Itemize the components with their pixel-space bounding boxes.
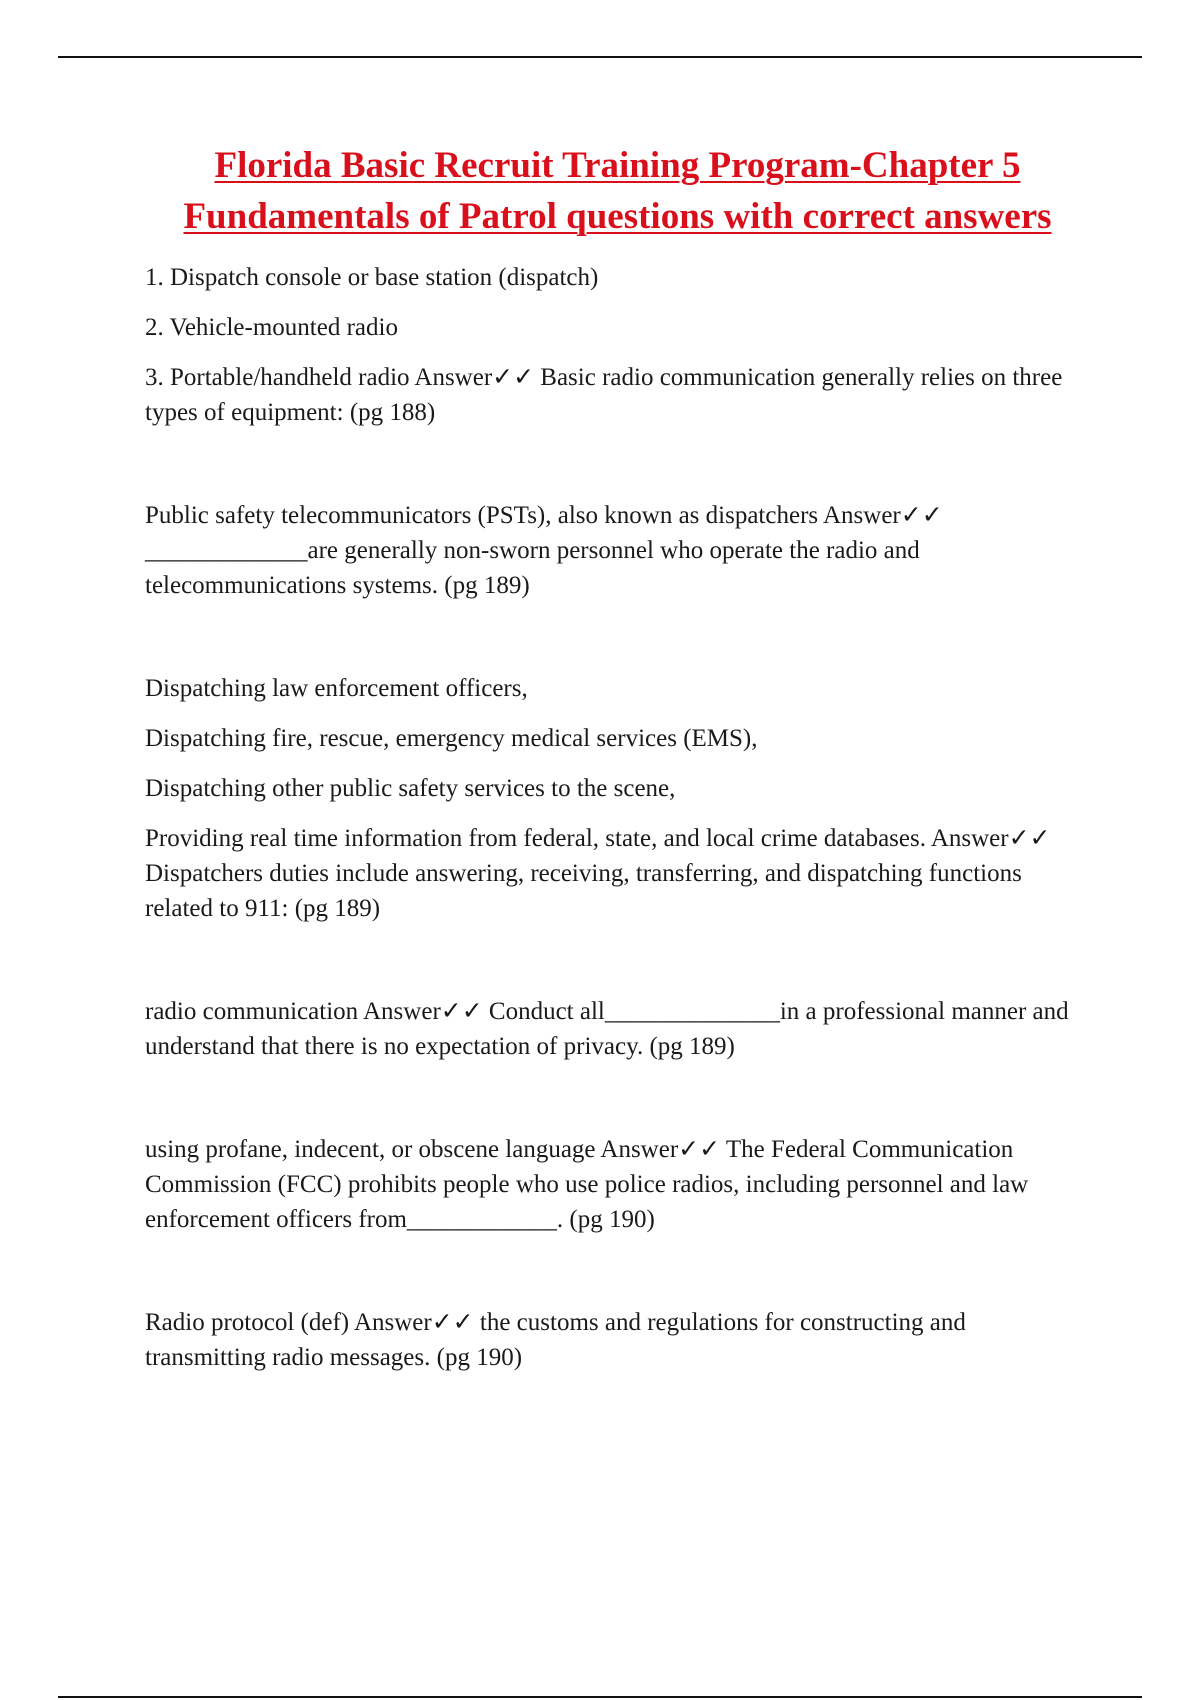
document-body (145, 140, 1090, 1375)
question-answer: 3. Portable/handheld radio Answer✓✓ Basic radio communication generally relies on three types of equipment: (pg 188) (145, 364, 1063, 426)
document-title: Florida Basic Recruit Training Program-Chapter 5 Fundamentals of Patrol questions with correct answers (183, 145, 1052, 237)
footer-rule (58, 1696, 1142, 1698)
question-answer: Providing real time information from federal, state, and local crime databases. Answer✓✓ Dispatchers duties include answering, receiving, transferring, and dispatching functions related to 911: (pg 189) (145, 825, 1051, 922)
list-item: Dispatching other public safety services to the scene, (145, 775, 676, 802)
list-item: Dispatching fire, rescue, emergency medical services (EMS), (145, 725, 758, 752)
question-answer: Public safety telecommunicators (PSTs), also known as dispatchers Answer✓✓ _____________are generally non-sworn personnel who operate the radio and telecommunications systems. (pg 189) (145, 502, 943, 599)
question-answer: radio communication Answer✓✓ Conduct all______________in a professional manner and understand that there is no expectation of privacy. (pg 189) (145, 998, 1069, 1060)
list-item: Dispatching law enforcement officers, (145, 675, 528, 702)
header-rule (58, 56, 1142, 58)
question-answer: using profane, indecent, or obscene language Answer✓✓ The Federal Communication Commission (FCC) prohibits people who use police radios, including personnel and law enforcement officers from____________. (pg 190) (145, 1136, 1029, 1233)
question-answer: Radio protocol (def) Answer✓✓ the customs and regulations for constructing and transmitting radio messages. (pg 190) (145, 1309, 966, 1371)
list-item: 2. Vehicle-mounted radio (145, 314, 398, 341)
list-item: 1. Dispatch console or base station (dispatch) (145, 264, 599, 291)
